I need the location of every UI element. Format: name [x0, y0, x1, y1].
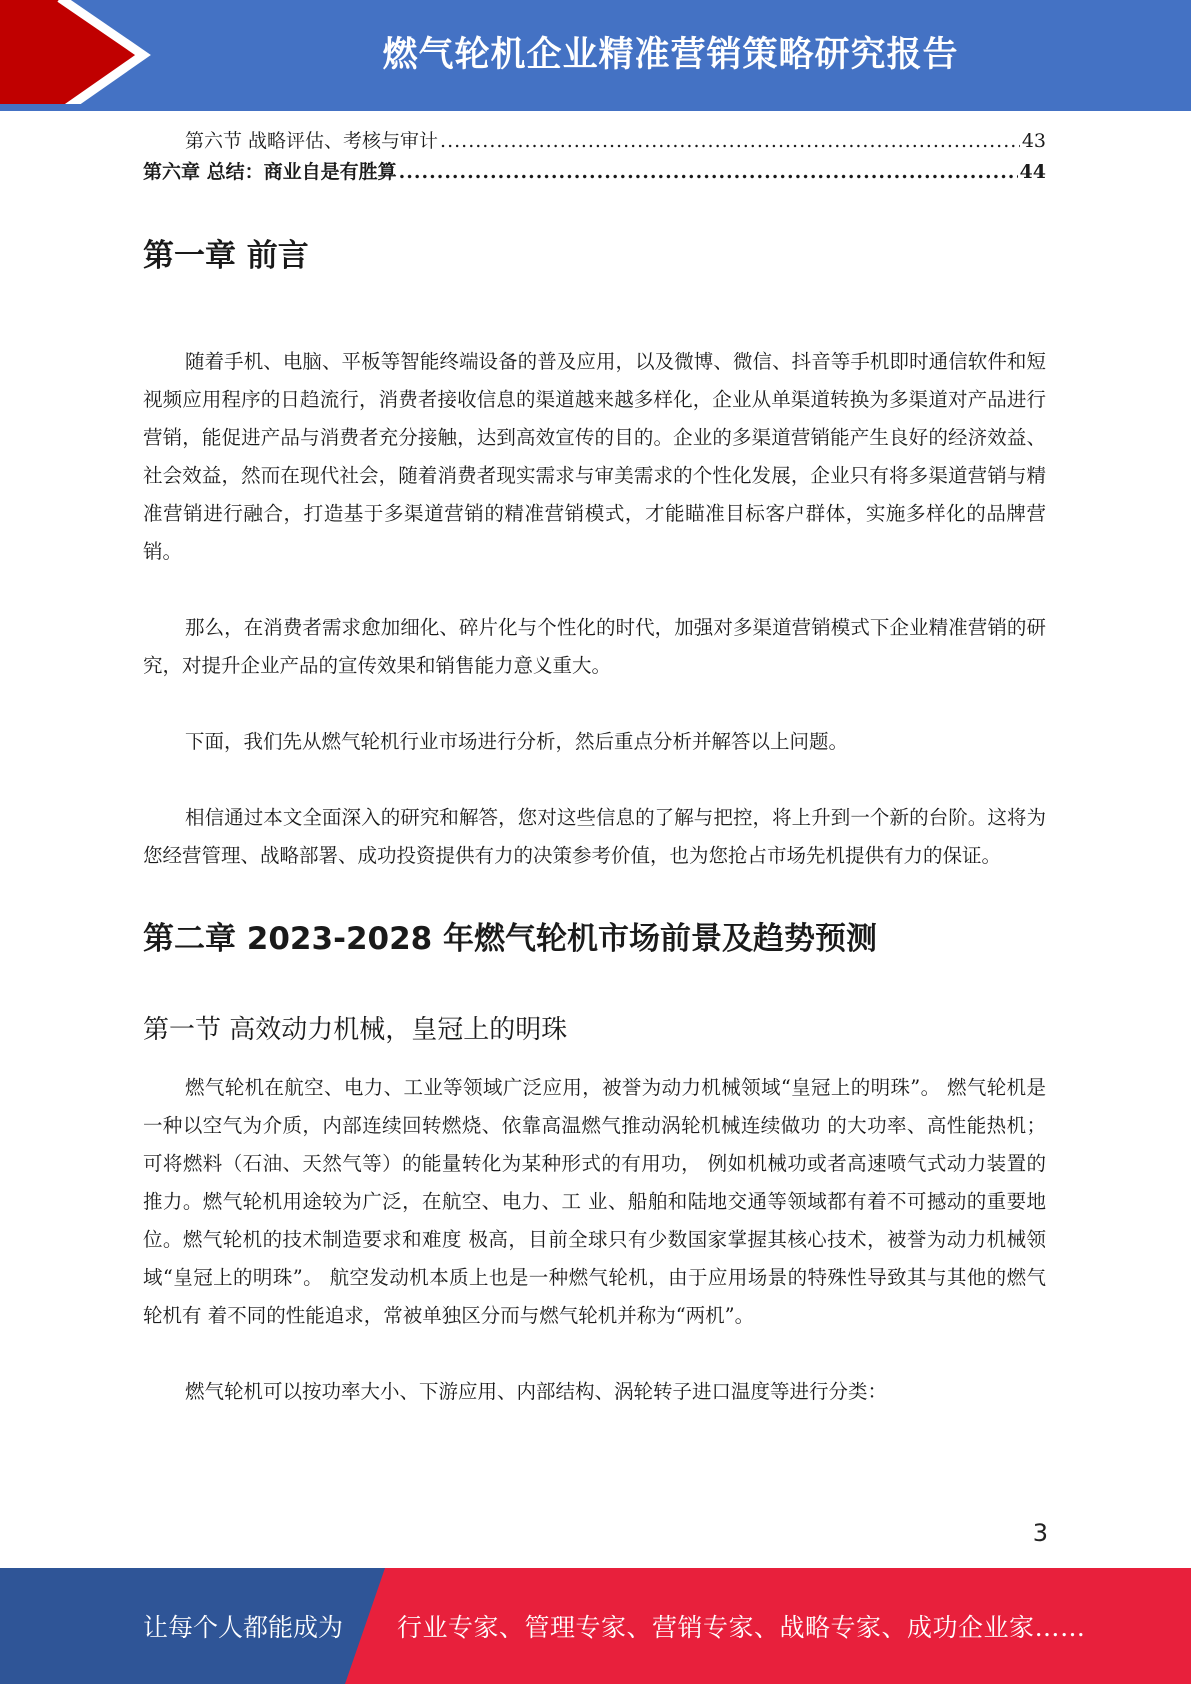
header-bottom-band [0, 104, 1191, 111]
section-1-paragraph: 燃气轮机可以按功率大小、下游应用、内部结构、涡轮转子进口温度等进行分类： [185, 1380, 888, 1403]
chapter-1-paragraph: 随着手机、电脑、平板等智能终端设备的普及应用，以及微博、微信、抖音等手机即时通信软件和短视频应用程序的日趋流行，消费者接收信息的渠道越来越多样化，企业从单渠道转换为多渠道对产品进行营销，能促进产品与消费者充分接触，达到高效宣传的目的。企业的多渠道营销能产生良好的经济效益、社会效益，然而在现代社会，随着消费者现实需求与审美需求的个性化发展，企业只有将多渠道营销与精准营销进行融合，打造基于多渠道营销的精准营销模式，才能瞄准目标客户群体，实施多样化的品牌营销。 [143, 350, 1046, 563]
document-title: 燃气轮机企业精准营销策略研究报告 [382, 35, 959, 75]
chapter-1-paragraph: 相信通过本文全面深入的研究和解答，您对这些信息的了解与把控，将上升到一个新的台阶。这将为您经营管理、战略部署、成功投资提供有力的决策参考价值，也为您抢占市场先机提供有力的保证。 [143, 806, 1046, 867]
chapter-1-paragraph: 下面，我们先从燃气轮机行业市场进行分析，然后重点分析并解答以上问题。 [185, 730, 849, 753]
toc-page-number: 43 [1021, 130, 1046, 152]
chapter-1-title: 第一章 前言 [143, 238, 309, 274]
page-number: 3 [1032, 1519, 1048, 1547]
toc-row[interactable] [143, 157, 1046, 188]
page-header [0, 0, 1191, 111]
toc-page-number: 44 [1019, 161, 1046, 183]
toc-entry-text: 第六章 总结：商业自是有胜算 [143, 161, 397, 183]
header-red-arrow [0, 0, 150, 111]
toc-row[interactable] [143, 126, 1046, 157]
footer-slogan-left: 让每个人都能成为 [143, 1613, 344, 1642]
toc-leader-dots [440, 126, 1020, 157]
page-footer [0, 1568, 1191, 1684]
section-1-paragraph: 燃气轮机在航空、电力、工业等领域广泛应用，被誉为动力机械领域“皇冠上的明珠”。 燃气轮机是一种以空气为介质，内部连续回转燃烧、依靠高温燃气推动涡轮机械连续做功 的大功率、高性能热机；可将燃料（石油、天然气等）的能量转化为某种形式的有用功， 例如机械功或者高速喷气式动力装置的推力。燃气轮机用途较为广泛，在航空、电力、工 业、船舶和陆地交通等领域都有着不可撼动的重要地位。燃气轮机的技术制造要求和难度 极高，目前全球只有少数国家掌握其核心技术，被誉为动力机械领域“皇冠上的明珠”。 航空发动机本质上也是一种燃气轮机，由于应用场景的特殊性导致其与其他的燃气轮机有 着不同的性能追求，常被单独区分而与燃气轮机并称为“两机”。 [143, 1076, 1046, 1327]
chapter-1-paragraph: 那么，在消费者需求愈加细化、碎片化与个性化的时代，加强对多渠道营销模式下企业精准营销的研究，对提升企业产品的宣传效果和销售能力意义重大。 [143, 616, 1046, 677]
toc-leader-dots [399, 157, 1018, 188]
section-1-title: 第一节 高效动力机械，皇冠上的明珠 [143, 1015, 568, 1045]
toc-entry-text: 第六节 战略评估、考核与审计 [185, 130, 439, 152]
footer-slogan-right: 行业专家、管理专家、营销专家、战略专家、成功企业家…… [397, 1613, 1086, 1642]
chapter-2-title: 第二章 2023-2028 年燃气轮机市场前景及趋势预测 [143, 921, 878, 957]
page-content [143, 126, 1046, 1411]
